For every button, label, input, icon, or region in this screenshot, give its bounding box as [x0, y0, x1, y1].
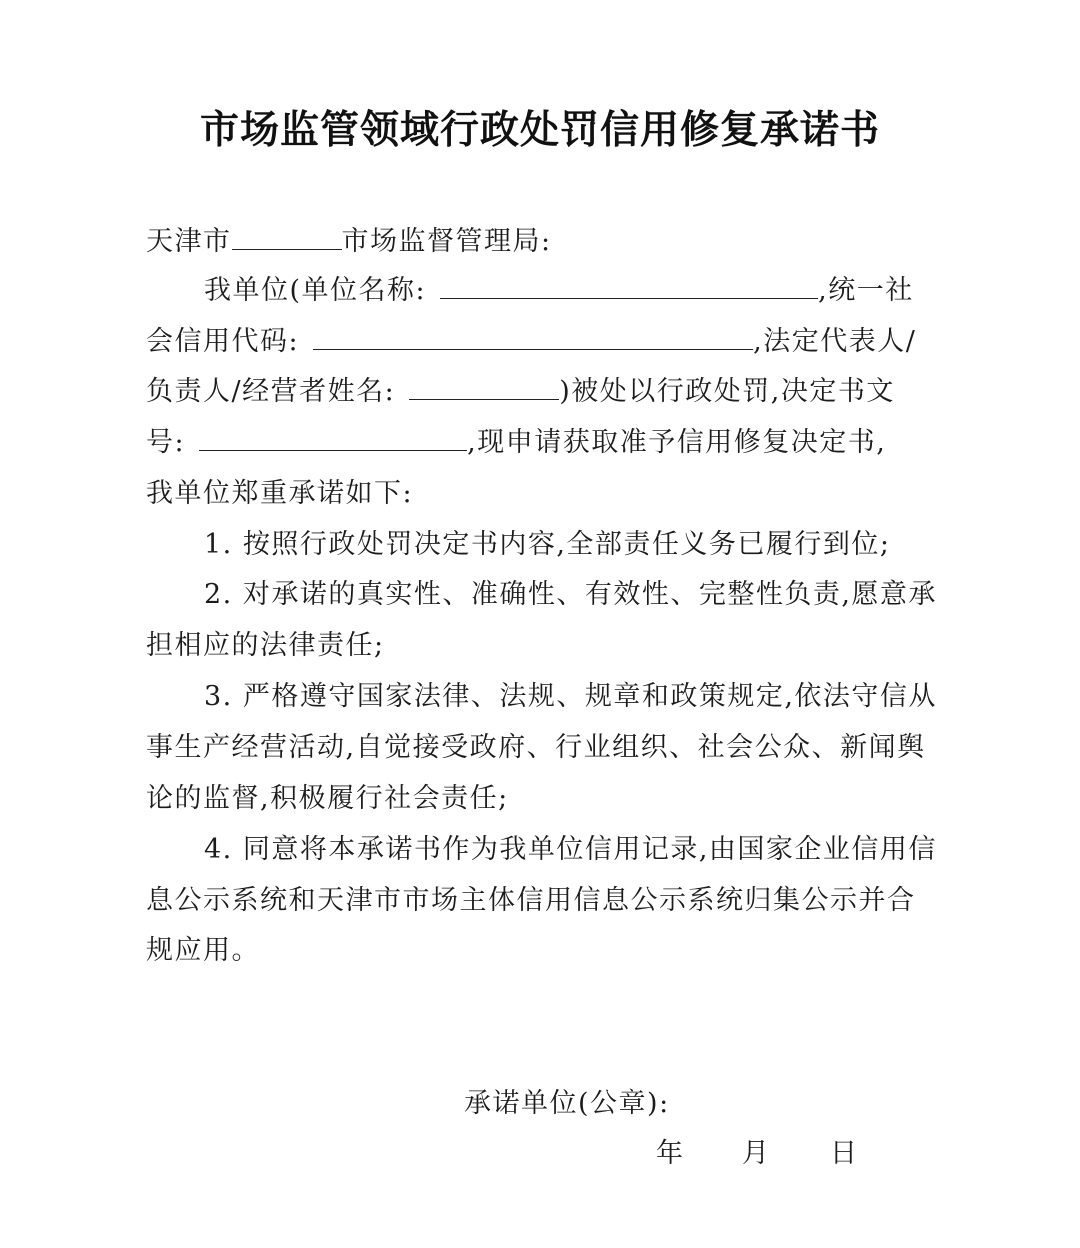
- addressee-suffix: 市场监督管理局:: [341, 226, 552, 257]
- paragraph-line: [146, 372, 895, 412]
- addressee-prefix: 天津市: [146, 226, 232, 257]
- paragraph-text: ,法定代表人/: [753, 326, 917, 357]
- paragraph-line: [146, 322, 916, 362]
- commitment-item-4-cont: 规应用。: [146, 935, 260, 966]
- decision-number-label: 号:: [146, 427, 186, 458]
- date-day-label: 日: [830, 1138, 859, 1169]
- addressee-line: [146, 222, 552, 262]
- unit-name-blank[interactable]: [440, 272, 818, 299]
- commitment-item-2-cont: 担相应的法律责任;: [146, 630, 385, 661]
- paragraph-text: )被处以行政处罚,决定书文: [559, 376, 895, 407]
- document-title: 市场监管领域行政处罚信用修复承诺书: [199, 107, 880, 153]
- paragraph-text: ,统一社: [818, 275, 914, 306]
- paragraph-line: [146, 423, 886, 463]
- commitment-item-3: 3. 严格遵守国家法律、法规、规章和政策规定,依法守信从: [204, 681, 937, 712]
- unit-name-label: 我单位(单位名称:: [204, 275, 427, 306]
- commitment-item-3-cont: 论的监督,积极履行社会责任;: [146, 783, 509, 814]
- legal-rep-blank[interactable]: [409, 373, 559, 400]
- commitment-item-1: 1. 按照行政处罚决定书内容,全部责任义务已履行到位;: [204, 529, 891, 560]
- commitment-item-4-cont: 息公示系统和天津市市场主体信用信息公示系统归集公示并合: [146, 885, 916, 916]
- date-month-label: 月: [742, 1138, 771, 1169]
- district-blank[interactable]: [232, 223, 342, 250]
- date-year-label: 年: [656, 1138, 685, 1169]
- commitment-item-3-cont: 事生产经营活动,自觉接受政府、行业组织、社会公众、新闻舆: [146, 732, 926, 763]
- commitment-item-4: 4. 同意将本承诺书作为我单位信用记录,由国家企业信用信: [204, 834, 937, 865]
- decision-number-blank[interactable]: [199, 424, 467, 451]
- legal-rep-label: 负责人/经营者姓名:: [146, 376, 396, 407]
- paragraph-line: [204, 271, 914, 311]
- commitment-item-2: 2. 对承诺的真实性、准确性、有效性、完整性负责,愿意承: [204, 579, 937, 610]
- credit-code-label: 会信用代码:: [146, 326, 300, 357]
- paragraph-line: 我单位郑重承诺如下:: [146, 478, 414, 509]
- credit-code-blank[interactable]: [313, 323, 753, 350]
- seal-label: 承诺单位(公章):: [464, 1088, 670, 1119]
- paragraph-text: ,现申请获取准予信用修复决定书,: [467, 427, 887, 458]
